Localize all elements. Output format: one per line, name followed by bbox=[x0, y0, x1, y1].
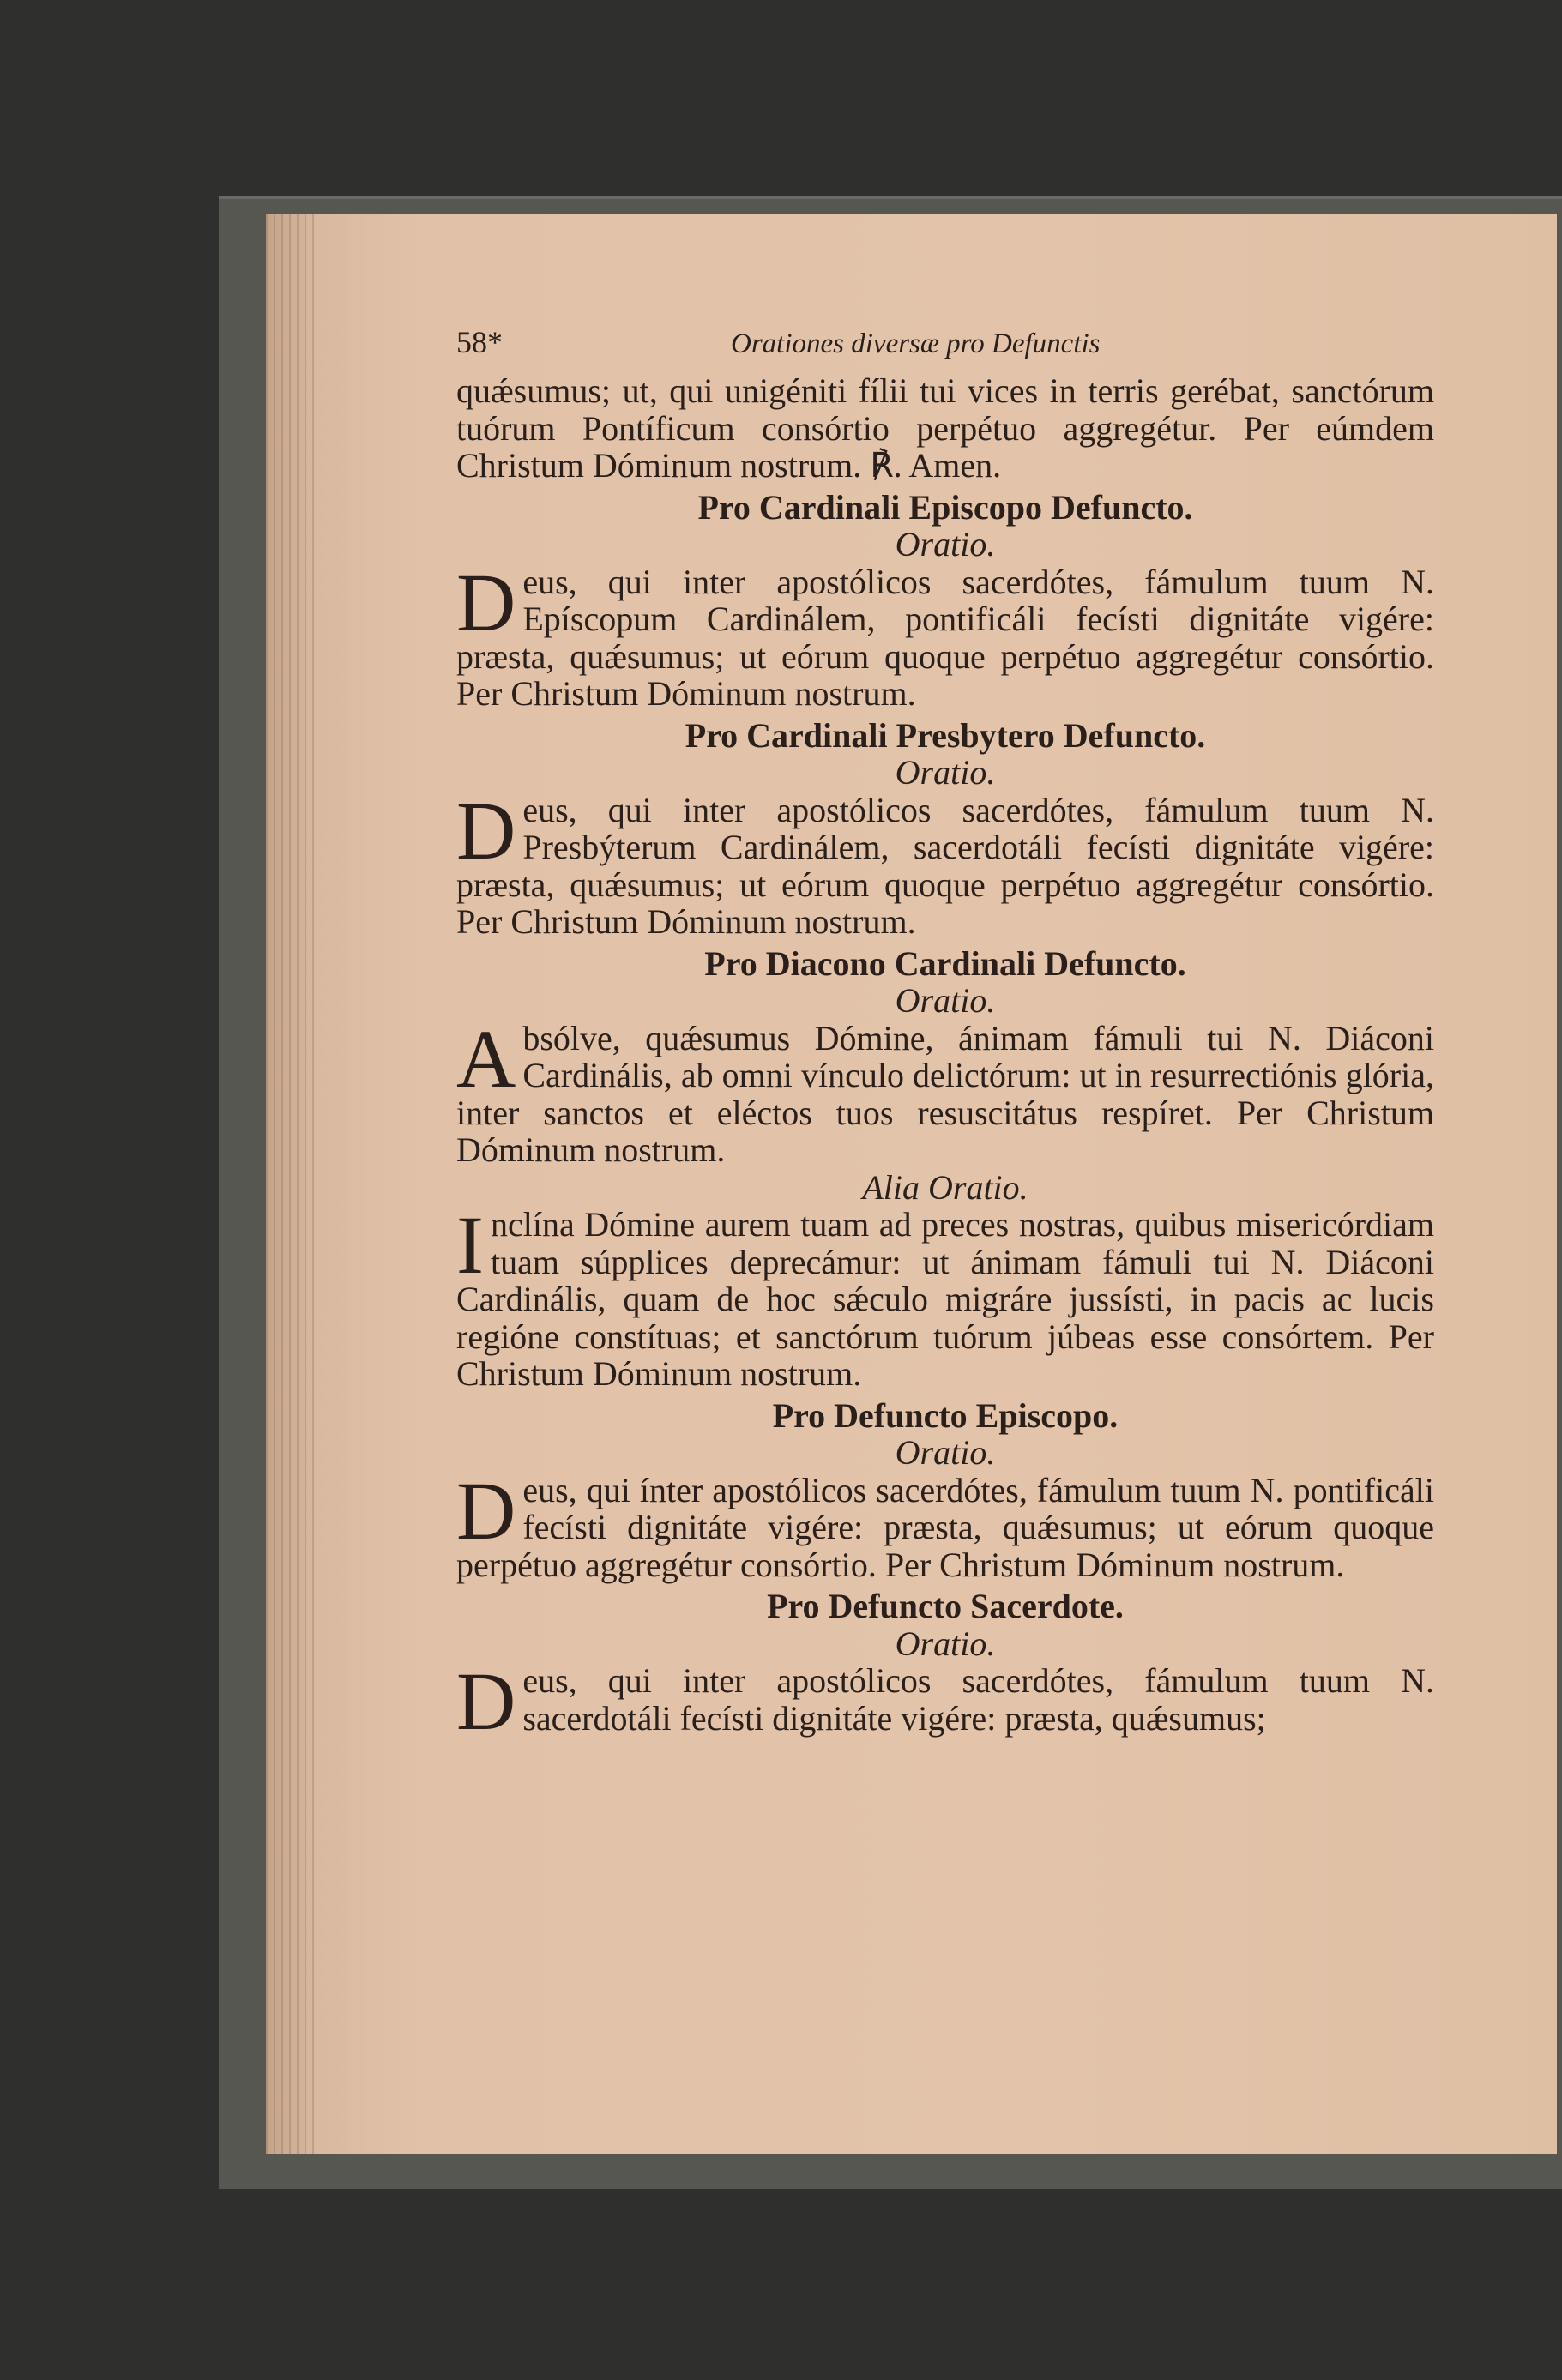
drop-cap: D bbox=[456, 556, 516, 648]
prayer-paragraph bbox=[456, 1012, 1434, 1169]
prayer-text: eus, qui ínter apostólicos sacerdótes, fámulum tuum N. pontificáli fecísti dignitáte vigére: præsta, quǽsumus; ut eórum quoque perpétuo aggregétur consórtio. Per Christum Dóminum nostrum. bbox=[456, 1470, 1434, 1584]
drop-cap: D bbox=[456, 1464, 516, 1557]
drop-cap: I bbox=[456, 1199, 484, 1291]
oratio-label: Oratio. bbox=[895, 1433, 996, 1472]
oratio-label: Oratio. bbox=[895, 1624, 996, 1663]
drop-cap: D bbox=[456, 784, 516, 877]
prayer-paragraph bbox=[456, 1464, 1434, 1584]
prayer-text: nclína Dómine aurem tuam ad preces nostras, quibus misericórdiam tuam súpplices deprecámur: ut ánimam fámuli tui N. Diáconi Cardinális, quam de hoc sǽculo migráre jussísti, in pacis ac lucis regióne constítuas; et sanctórum tuórum júbeas esse consórtem. Per Christum Dóminum nostrum. bbox=[456, 1205, 1434, 1393]
prayer-paragraph bbox=[456, 784, 1434, 941]
oratio-label: Oratio. bbox=[895, 753, 996, 792]
running-header bbox=[456, 324, 1434, 362]
prayer-paragraph bbox=[456, 1655, 1434, 1747]
prayer-paragraph bbox=[456, 556, 1434, 713]
section-title: Pro Defuncto Sacerdote. bbox=[767, 1587, 1124, 1625]
drop-cap: A bbox=[456, 1012, 516, 1105]
prayer-text: eus, qui inter apostólicos sacerdótes, fámulum tuum N. Presbýterum Cardinálem, sacerdotáli fecísti dignitáte vigére: præsta, quǽsumus; ut eórum quoque perpétuo aggregétur consórtio. Per Christum Dóminum nostrum. bbox=[456, 790, 1434, 941]
section-title: Pro Defuncto Episcopo. bbox=[772, 1395, 1119, 1435]
section-title: Pro Diacono Cardinali Defuncto. bbox=[704, 943, 1186, 983]
running-title: Orationes diversæ pro Defunctis bbox=[731, 328, 1101, 359]
prayer-text: bsólve, quǽsumus Dómine, ánimam fámuli tui N. Diáconi Cardinális, ab omni vínculo delictórum: ut in resurrectiónis glória, inter sanctos et eléctos tuos resuscitátus respíret. Per Christum Dóminum nostrum. bbox=[456, 1018, 1434, 1169]
oratio-label: Oratio. bbox=[895, 981, 996, 1020]
page-content bbox=[456, 324, 1434, 1747]
oratio-label: Alia Oratio. bbox=[862, 1167, 1028, 1207]
prayer-text: eus, qui inter apostólicos sacerdótes, fámulum tuum N. sacerdotáli fecísti dignitáte vigére: præsta, quǽsumus; bbox=[522, 1661, 1434, 1738]
oratio-label: Oratio. bbox=[895, 525, 996, 563]
section-title: Pro Cardinali Episcopo Defuncto. bbox=[697, 487, 1193, 527]
drop-cap: D bbox=[456, 1655, 516, 1747]
prayer-paragraph bbox=[456, 1199, 1434, 1393]
continued-paragraph: quǽsumus; ut, qui unigéniti fílii tui vices in terris gerébat, sanctórum tuórum Pontíficum consórtio perpétuo aggregétur. Per eúmdem Christum Dóminum nostrum. ℟. Amen. bbox=[456, 371, 1434, 485]
prayer-text: eus, qui inter apostólicos sacerdótes, fámulum tuum N. Epíscopum Cardinálem, pontificáli fecísti dignitáte vigére: præsta, quǽsumus; ut eórum quoque perpétuo aggregétur consórtio. Per Christum Dóminum nostrum. bbox=[456, 562, 1434, 713]
section-title: Pro Cardinali Presbytero Defuncto. bbox=[685, 715, 1206, 755]
page-number: 58* bbox=[456, 325, 503, 359]
page-edges bbox=[266, 214, 317, 2154]
